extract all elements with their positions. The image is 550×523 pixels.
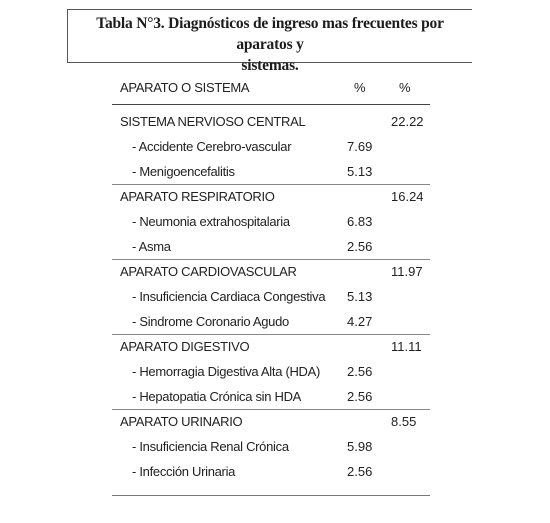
row-label: APARATO URINARIO	[120, 414, 243, 429]
row-percent-1: 2.56	[347, 464, 373, 479]
row-percent-1: 2.56	[347, 239, 373, 254]
table-row-subitem	[112, 359, 430, 384]
table-row-subitem	[112, 459, 430, 484]
row-label: SISTEMA NERVIOSO CENTRAL	[120, 114, 306, 129]
table-row-group	[112, 184, 430, 209]
header-label: APARATO O SISTEMA	[120, 80, 250, 95]
row-percent-2: 16.24	[391, 189, 424, 204]
bottom-rule	[112, 495, 430, 496]
row-percent-2: 22.22	[391, 114, 424, 129]
row-percent-1: 5.98	[347, 439, 373, 454]
table-row-subitem	[112, 209, 430, 234]
row-percent-2: 8.55	[391, 414, 417, 429]
table-caption	[67, 9, 472, 74]
table-row-group	[112, 334, 430, 359]
row-percent-2: 11.11	[391, 339, 422, 354]
table-row-group	[112, 109, 430, 134]
section-rule	[112, 259, 430, 260]
row-label: - Hepatopatia Crónica sin HDA	[132, 389, 302, 404]
row-percent-1: 5.13	[347, 164, 373, 179]
row-percent-1: 4.27	[347, 314, 373, 329]
row-label: - Insuficiencia Renal Crónica	[132, 439, 289, 454]
row-label: - Neumonia extrahospitalaria	[132, 214, 290, 229]
header-rule	[112, 104, 430, 105]
row-label: - Asma	[132, 239, 171, 254]
caption-line-2: sistemas.	[241, 57, 299, 74]
row-label: - Sindrome Coronario Agudo	[132, 314, 289, 329]
header-percent-1: %	[354, 80, 366, 95]
row-label: - Hemorragia Digestiva Alta (HDA)	[132, 364, 321, 379]
row-percent-1: 2.56	[347, 389, 373, 404]
row-percent-1: 2.56	[347, 364, 373, 379]
table-row-subitem	[112, 384, 430, 409]
table-body	[112, 109, 430, 484]
caption-line-1: Tabla N°3. Diagnósticos de ingreso mas frecuentes por aparatos y	[96, 15, 444, 53]
table-header-row	[112, 75, 430, 100]
row-label: - Infección Urinaria	[132, 464, 236, 479]
row-percent-1: 6.83	[347, 214, 373, 229]
table-row-subitem	[112, 309, 430, 334]
row-percent-2: 11.97	[391, 264, 423, 279]
section-rule	[112, 334, 430, 335]
section-rule	[112, 409, 430, 410]
row-label: APARATO DIGESTIVO	[120, 339, 250, 354]
row-label: - Insuficiencia Cardiaca Congestiva	[132, 289, 326, 304]
table-row-subitem	[112, 234, 430, 259]
row-percent-1: 5.13	[347, 289, 373, 304]
diagnosis-table	[112, 75, 430, 479]
header-percent-2: %	[399, 80, 411, 95]
row-label: APARATO RESPIRATORIO	[120, 189, 275, 204]
row-label: APARATO CARDIOVASCULAR	[120, 264, 297, 279]
table-row-subitem	[112, 134, 430, 159]
table-row-subitem	[112, 159, 430, 184]
table-row-group	[112, 259, 430, 284]
section-rule	[112, 184, 430, 185]
table-row-subitem	[112, 434, 430, 459]
table-row-subitem	[112, 284, 430, 309]
table-row-group	[112, 409, 430, 434]
row-percent-1: 7.69	[347, 139, 373, 154]
row-label: - Accidente Cerebro-vascular	[132, 139, 292, 154]
row-label: - Menigoencefalitis	[132, 164, 235, 179]
